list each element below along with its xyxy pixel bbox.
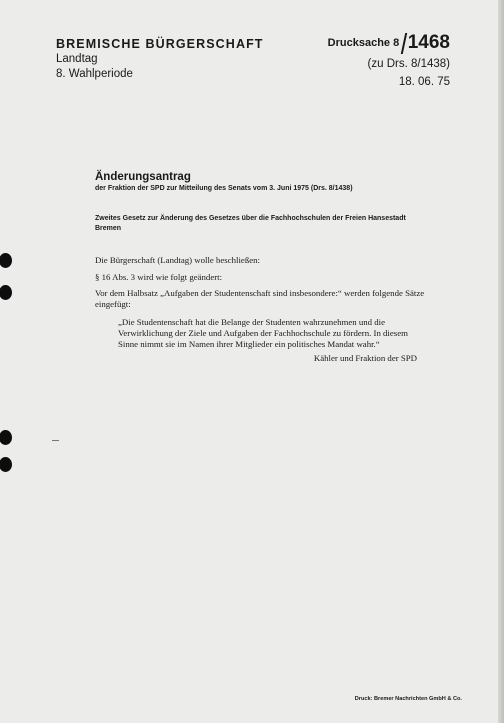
chamber-name: Landtag: [56, 53, 98, 65]
organization-name: BREMISCHE BÜRGERSCHAFT: [56, 37, 264, 51]
document-title: Änderungsantrag: [95, 171, 191, 183]
punch-hole: [0, 457, 12, 472]
related-document: (zu Drs. 8/1438): [367, 58, 450, 71]
legislative-period: 8. Wahlperiode: [56, 68, 133, 80]
reference-slash: [401, 33, 407, 54]
law-title: Zweites Gesetz zur Änderung des Gesetzes über die Fachhochschulen der Freien Hansestadt Bremen: [95, 215, 406, 232]
printer-imprint: Druck: Bremer Nachrichten GmbH & Co.: [354, 696, 462, 702]
punch-hole: [0, 430, 12, 445]
punch-hole: [0, 285, 12, 300]
document-date: 18. 06. 75: [398, 76, 450, 89]
document-subtitle: der Fraktion der SPD zur Mitteilung des Senats vom 3. Juni 1975 (Drs. 8/1438): [95, 185, 353, 192]
punch-hole: [0, 253, 12, 268]
paper-edge: [498, 0, 504, 723]
intro-paragraph: Die Bürgerschaft (Landtag) wolle beschließen:: [95, 255, 260, 265]
quoted-text: „Die Studentenschaft hat die Belange der Studenten wahrzunehmen und die Verwirklichung der Ziele und Aufgaben der Fachhochschule zu fördern. In diesem Sinne nimmt sie im Namen ihrer Mitglieder ein politisches Mandat wahr.“: [118, 317, 408, 349]
reference-label: Drucksache 8: [327, 37, 400, 49]
title-block: [95, 170, 435, 194]
instruction-paragraph: Vor dem Halbsatz „Aufgaben der Studentenschaft sind insbesondere:“ werden folgende Sätze eingefügt:: [95, 288, 425, 309]
document-reference: [328, 32, 450, 90]
signature: Kähler und Fraktion der SPD: [313, 353, 417, 363]
reference-number: 1468: [407, 32, 450, 53]
section-paragraph: § 16 Abs. 3 wird wie folgt geändert:: [95, 272, 223, 282]
letterhead: [56, 36, 264, 82]
margin-mark: [52, 440, 59, 441]
